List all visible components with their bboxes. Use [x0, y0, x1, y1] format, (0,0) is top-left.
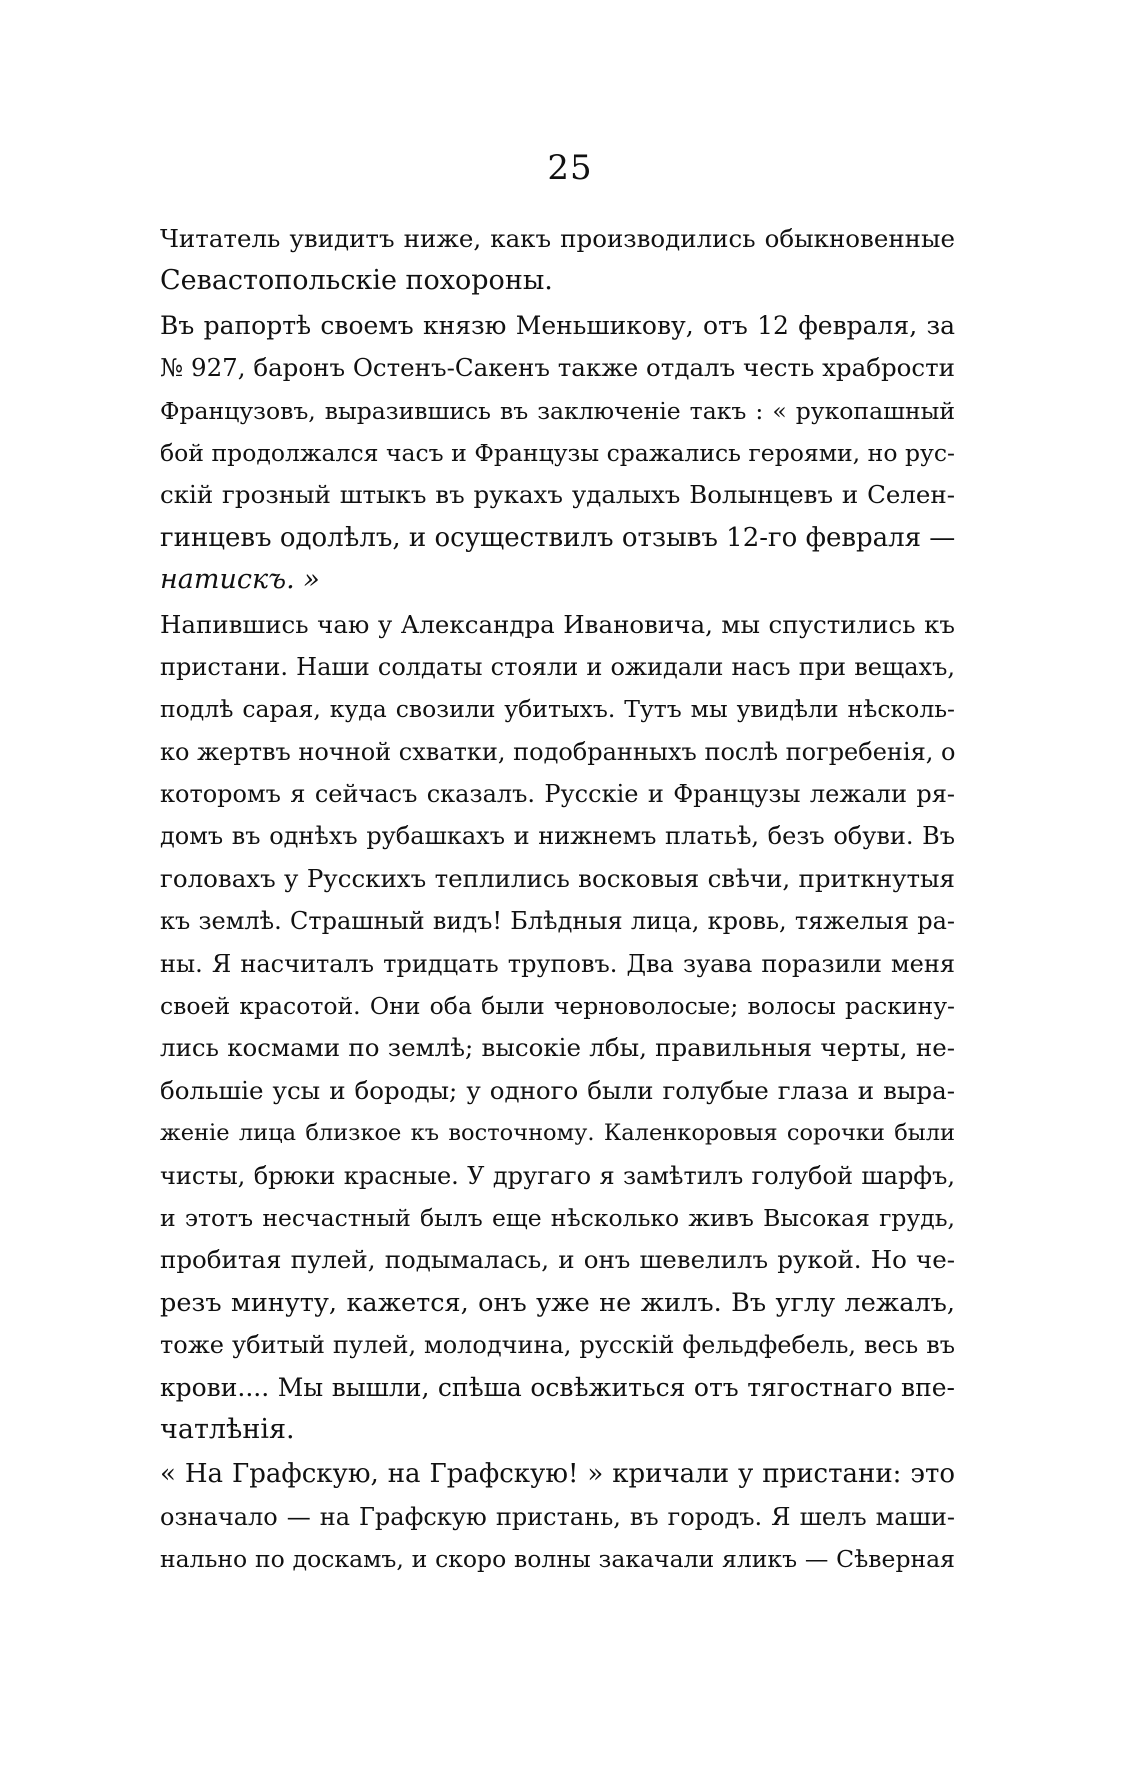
- text-line: своей красотой. Они оба были черноволосые; волосы раскину-: [160, 992, 955, 1021]
- text-line: домъ въ однѣхъ рубашкахъ и нижнемъ платьѣ, безъ обуви. Въ: [160, 822, 955, 851]
- page-number: 25: [547, 148, 593, 188]
- text-line: Севастопольскіе похороны.: [160, 265, 553, 297]
- text-line: Напившись чаю у Александра Ивановича, мы спустились къ: [160, 609, 955, 639]
- text-line: чисты, брюки красные. У другаго я замѣтилъ голубой шарфъ,: [160, 1161, 955, 1190]
- text-line: ны. Я насчиталъ тридцать труповъ. Два зуава поразили меня: [160, 949, 955, 978]
- body-text: [160, 218, 955, 1581]
- text-line: и этотъ несчастный былъ еще нѣсколько живъ Высокая грудь,: [160, 1203, 955, 1232]
- text-line: гинцевъ одолѣлъ, и осуществилъ отзывъ 12-го февраля —: [160, 522, 955, 553]
- text-line: означало — на Графскую пристань, въ городъ. Я шелъ маши-: [160, 1502, 955, 1531]
- paragraph: [160, 305, 955, 602]
- text-line: Французовъ, выразившись въ заключеніе такъ : « рукопашный: [160, 396, 955, 425]
- text-line: которомъ я сейчасъ сказалъ. Русскіе и Французы лежали ря-: [160, 780, 955, 809]
- text-line: женіе лица близкое къ восточному. Каленкоровыя сорочки были: [160, 1120, 955, 1147]
- text-line: тоже убитый пулей, молодчина, русскій фельдфебель, весь въ: [160, 1331, 955, 1360]
- text-line: натискъ. »: [160, 564, 320, 596]
- text-line: подлѣ сарая, куда свозили убитыхъ. Тутъ мы увидѣли нѣсколь-: [160, 695, 955, 724]
- text-line: резъ минуту, кажется, онъ уже не жилъ. Въ углу лежалъ,: [160, 1287, 955, 1318]
- text-line: пробитая пулей, подымалась, и онъ шевелилъ рукой. Но че-: [160, 1245, 955, 1275]
- text-line: лись космами по землѣ; высокіе лбы, правильныя черты, не-: [160, 1033, 955, 1063]
- text-line: ко жертвъ ночной схватки, подобранныхъ послѣ погребенія, о: [160, 737, 955, 766]
- text-line: « На Графскую, на Графскую! » кричали у пристани: это: [160, 1459, 955, 1490]
- text-line: Въ рапортѣ своемъ князю Меньшикову, отъ 12 февраля, за: [160, 310, 955, 340]
- text-line: № 927, баронъ Остенъ-Сакенъ также отдалъ честь храбрости: [160, 353, 955, 383]
- text-line: большіе усы и бороды; у одного были голубые глаза и выра-: [160, 1075, 955, 1105]
- paragraph: [160, 604, 955, 1452]
- text-line: къ землѣ. Страшный видъ! Блѣдныя лица, кровь, тяжелыя ра-: [160, 907, 955, 936]
- paragraph: [160, 1453, 955, 1580]
- paragraph: [160, 218, 955, 303]
- text-line: нально по доскамъ, и скоро волны закачали яликъ — Сѣверная: [160, 1545, 955, 1574]
- text-line: скій грозный штыкъ въ рукахъ удалыхъ Волынцевъ и Селен-: [160, 480, 955, 510]
- text-line: пристани. Наши солдаты стояли и ожидали насъ при вещахъ,: [160, 652, 955, 681]
- text-line: чатлѣнія.: [160, 1413, 295, 1445]
- text-line: бой продолжался часъ и Французы сражались героями, но рус-: [160, 438, 955, 467]
- text-line: Читатель увидитъ ниже, какъ производились обыкновенные: [160, 224, 955, 253]
- text-line: головахъ у Русскихъ теплились восковыя свѣчи, приткнутыя: [160, 863, 955, 893]
- text-line: крови.... Мы вышли, спѣша освѣжиться отъ тягостнаго впе-: [160, 1372, 955, 1402]
